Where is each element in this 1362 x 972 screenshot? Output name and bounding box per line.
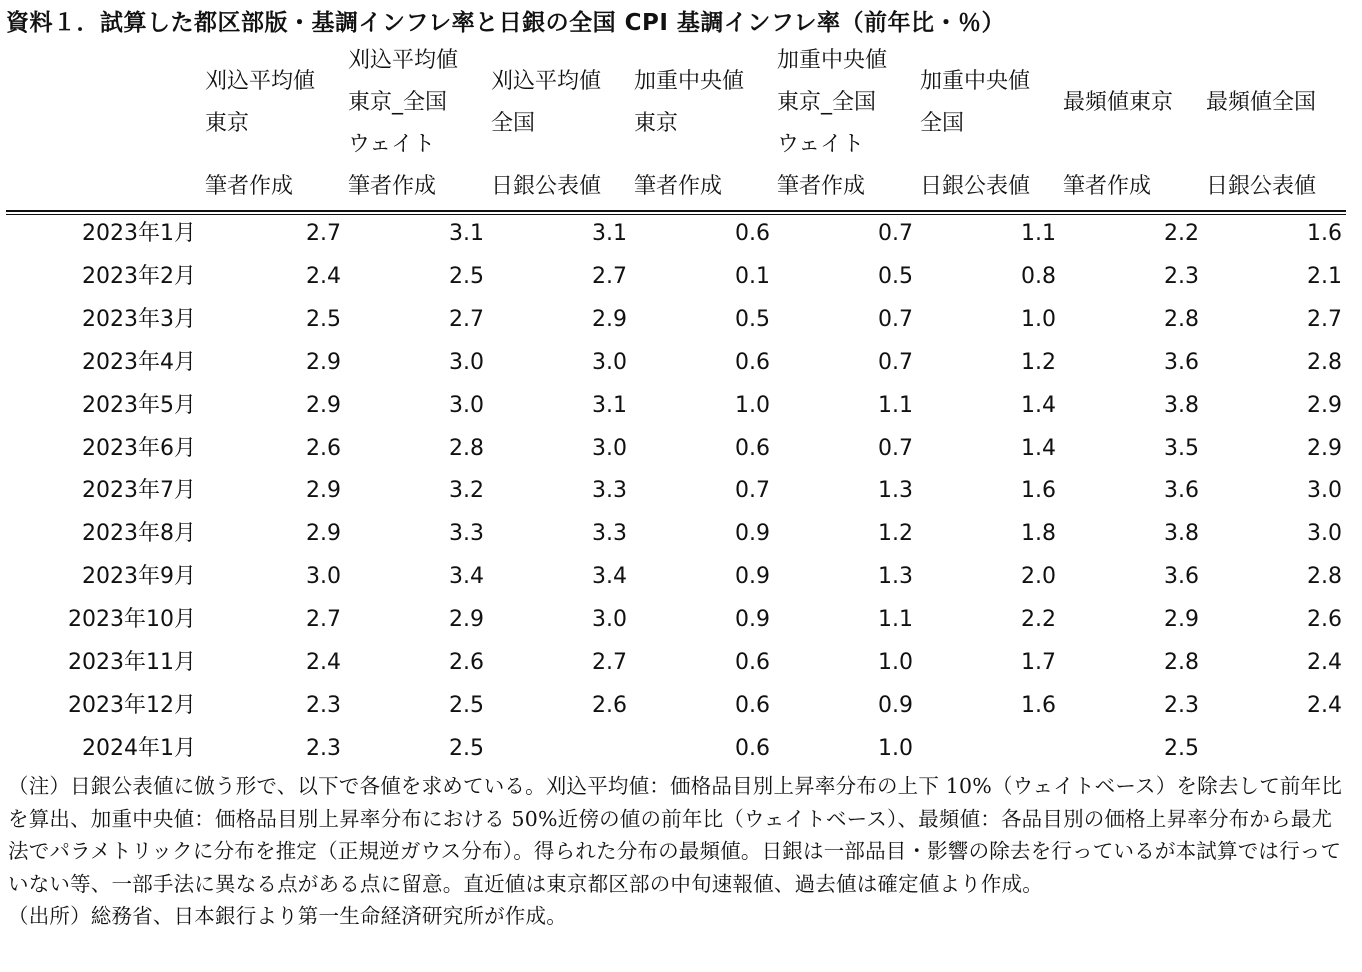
- column-header-line: 刈込平均値: [205, 69, 316, 94]
- table-cell: 2.7: [592, 263, 627, 289]
- table-cell: 3.6: [1164, 349, 1199, 375]
- table-cell: 0.6: [735, 435, 770, 461]
- row-date: 2023年5月: [82, 392, 196, 418]
- table-cell: 3.3: [592, 478, 627, 504]
- table-cell: 2.8: [1164, 650, 1199, 675]
- table-cell: 2.6: [306, 435, 341, 461]
- table-cell: 2.7: [592, 650, 627, 675]
- table-cell: 0.9: [735, 607, 770, 633]
- column-header-line: 全国: [491, 111, 536, 136]
- column-header-line: ウェイト: [777, 132, 865, 157]
- table-cell: 3.4: [449, 564, 484, 590]
- table-cell: 1.0: [735, 392, 770, 418]
- table-cell: 2.8: [1307, 564, 1342, 590]
- column-source: 日銀公表値: [1206, 174, 1317, 199]
- table-cell: 3.8: [1164, 392, 1199, 418]
- table-cell: 3.0: [592, 435, 627, 461]
- table-cell: 2.9: [592, 306, 627, 332]
- row-date: 2023年12月: [68, 692, 196, 718]
- table-cell: 1.6: [1021, 692, 1056, 718]
- column-header: [1063, 82, 1173, 124]
- column-header: [205, 61, 315, 145]
- column-source: 筆者作成: [1063, 174, 1152, 199]
- table-cell: 3.2: [449, 478, 484, 504]
- table-cell: 0.7: [735, 478, 770, 504]
- table-cell: 2.9: [306, 392, 341, 418]
- table-cell: 0.7: [878, 435, 913, 461]
- table-cell: 2.3: [306, 692, 341, 718]
- table-cell: 2.7: [306, 607, 341, 633]
- table-row: [0, 255, 1362, 298]
- table-cell: 2.3: [306, 735, 341, 761]
- table-cell: 0.9: [735, 564, 770, 590]
- table-cell: 1.3: [878, 478, 913, 504]
- table-cell: 3.6: [1164, 564, 1199, 590]
- row-date: 2023年10月: [68, 607, 196, 633]
- table-cell: 0.6: [735, 221, 770, 246]
- table-cell: 2.8: [1307, 349, 1342, 375]
- table-cell: 2.7: [1307, 306, 1342, 332]
- notes: [8, 770, 1348, 933]
- table-cell: 2.4: [1307, 650, 1342, 675]
- table-cell: 2.5: [1164, 735, 1199, 761]
- table-cell: 0.9: [878, 692, 913, 718]
- table-cell: 0.6: [735, 349, 770, 375]
- table-cell: 1.4: [1021, 392, 1056, 418]
- table-cell: 3.4: [592, 564, 627, 590]
- table-row: [0, 384, 1362, 427]
- table-cell: 2.2: [1164, 221, 1199, 246]
- table-cell: 3.3: [592, 521, 627, 547]
- table-row: [0, 727, 1362, 770]
- table-cell: 2.1: [1307, 263, 1342, 289]
- column-header-line: 東京: [634, 111, 679, 136]
- column-header-line: 加重中央値: [777, 48, 888, 73]
- table-cell: 2.2: [1021, 607, 1056, 633]
- row-date: 2023年8月: [82, 521, 196, 547]
- column-header: [634, 61, 744, 145]
- column-source: 日銀公表値: [491, 174, 602, 199]
- table-cell: 0.9: [735, 521, 770, 547]
- table-cell: 0.5: [735, 306, 770, 332]
- table-cell: 1.2: [878, 521, 913, 547]
- table-cell: 3.1: [449, 221, 484, 246]
- column-header-line: 全国: [920, 111, 965, 136]
- table-row: [0, 512, 1362, 555]
- table-cell: 2.5: [449, 263, 484, 289]
- table-cell: 0.7: [878, 349, 913, 375]
- column-source: 日銀公表値: [920, 174, 1031, 199]
- table-row: [0, 298, 1362, 341]
- table-cell: 1.7: [1021, 650, 1056, 675]
- table-row: [0, 598, 1362, 641]
- table-cell: 2.9: [1307, 392, 1342, 418]
- row-date: 2023年9月: [82, 564, 196, 590]
- table-row: [0, 555, 1362, 598]
- row-date: 2023年1月: [82, 221, 196, 246]
- table-cell: 3.0: [306, 564, 341, 590]
- table-cell: 1.1: [878, 607, 913, 633]
- table-cell: 2.9: [306, 478, 341, 504]
- table-cell: 2.6: [1307, 607, 1342, 633]
- table-cell: 1.3: [878, 564, 913, 590]
- column-header: [491, 61, 601, 145]
- table-cell: 2.7: [449, 306, 484, 332]
- table-cell: 1.0: [878, 735, 913, 761]
- table-row: [0, 212, 1362, 255]
- column-header-line: 東京_全国: [777, 90, 877, 115]
- table-cell: 0.7: [878, 306, 913, 332]
- table-cell: 3.1: [592, 221, 627, 246]
- column-source: 筆者作成: [634, 174, 723, 199]
- table-cell: 2.8: [449, 435, 484, 461]
- table-cell: 0.6: [735, 692, 770, 718]
- table-row: [0, 469, 1362, 512]
- table-cell: 1.1: [1021, 221, 1056, 246]
- column-source: 筆者作成: [777, 174, 866, 199]
- table-row: [0, 427, 1362, 470]
- table-cell: 2.0: [1021, 564, 1056, 590]
- row-date: 2023年3月: [82, 306, 196, 332]
- note-text: （注）日銀公表値に倣う形で、以下で各値を求めている。刈込平均値：価格品目別上昇率分布の上下 10%（ウェイトベース）を除去して前年比を算出、加重中央値：価格品目別上昇率分布における 50%近傍の値の前年比（ウェイトベース）、最頻値：各品目別の価格上昇率分布から最尤法でパラメトリックに分布を推定（正規逆ガウス分布）。得られた分布の最頻値。日銀は一部品目・影響の除去を行っているが本試算では行っていない等、一部手法に異なる点がある点に留意。直近値は東京都区部の中旬速報値、過去値は確定値より作成。: [8, 774, 1343, 896]
- table-cell: 0.1: [735, 263, 770, 289]
- column-header: [1206, 82, 1316, 124]
- table-cell: 3.0: [449, 392, 484, 418]
- column-header-line: 刈込平均値: [348, 48, 459, 73]
- table-cell: 3.5: [1164, 435, 1199, 461]
- table-cell: 0.7: [878, 221, 913, 246]
- table-cell: 2.9: [306, 349, 341, 375]
- table-cell: 1.0: [1021, 306, 1056, 332]
- table-cell: 2.8: [1164, 306, 1199, 332]
- table-cell: 0.6: [735, 735, 770, 761]
- table-cell: 1.6: [1021, 478, 1056, 504]
- column-header-line: 加重中央値: [920, 69, 1031, 94]
- table-cell: 2.9: [1307, 435, 1342, 461]
- table-cell: 2.9: [306, 521, 341, 547]
- table-cell: 2.5: [449, 692, 484, 718]
- column-header-line: 最頻値東京: [1063, 90, 1174, 115]
- table-cell: 3.3: [449, 521, 484, 547]
- column-source: 筆者作成: [348, 174, 437, 199]
- column-header-line: 最頻値全国: [1206, 90, 1317, 115]
- table-cell: 2.3: [1164, 263, 1199, 289]
- table-cell: 0.5: [878, 263, 913, 289]
- row-date: 2023年11月: [68, 650, 196, 675]
- table-cell: 1.1: [878, 392, 913, 418]
- table-cell: 3.0: [1307, 521, 1342, 547]
- table-cell: 1.8: [1021, 521, 1056, 547]
- table-cell: 1.4: [1021, 435, 1056, 461]
- table-cell: 2.5: [449, 735, 484, 761]
- row-date: 2023年7月: [82, 478, 196, 504]
- table-cell: 3.0: [1307, 478, 1342, 504]
- column-header: [777, 40, 887, 166]
- table-cell: 1.0: [878, 650, 913, 675]
- table-cell: 2.6: [449, 650, 484, 675]
- table-cell: 2.9: [449, 607, 484, 633]
- column-header-line: 東京_全国: [348, 90, 448, 115]
- table-cell: 2.4: [306, 650, 341, 675]
- table-cell: 3.0: [592, 349, 627, 375]
- row-date: 2023年6月: [82, 435, 196, 461]
- table-cell: 2.6: [592, 692, 627, 718]
- table-cell: 2.4: [306, 263, 341, 289]
- table-cell: 3.0: [592, 607, 627, 633]
- row-date: 2023年2月: [82, 263, 196, 289]
- table-row: [0, 641, 1362, 684]
- column-header: [920, 61, 1030, 145]
- table-cell: 2.4: [1307, 692, 1342, 718]
- table-cell: 2.9: [1164, 607, 1199, 633]
- table-cell: 0.8: [1021, 263, 1056, 289]
- table-row: [0, 684, 1362, 727]
- table-cell: 2.7: [306, 221, 341, 246]
- table-cell: 3.0: [449, 349, 484, 375]
- column-header-line: 東京: [205, 111, 250, 136]
- column-header-line: ウェイト: [348, 132, 436, 157]
- row-date: 2023年4月: [82, 349, 196, 375]
- table-cell: 2.3: [1164, 692, 1199, 718]
- column-header: [348, 40, 458, 166]
- table-row: [0, 341, 1362, 384]
- table-cell: 3.8: [1164, 521, 1199, 547]
- column-source: 筆者作成: [205, 174, 294, 199]
- column-header-line: 刈込平均値: [491, 69, 602, 94]
- table-cell: 1.2: [1021, 349, 1056, 375]
- column-header-line: 加重中央値: [634, 69, 745, 94]
- table-cell: 0.6: [735, 650, 770, 675]
- table-cell: 2.5: [306, 306, 341, 332]
- table-cell: 1.6: [1307, 221, 1342, 246]
- table-cell: 3.1: [592, 392, 627, 418]
- row-date: 2024年1月: [82, 735, 196, 761]
- source-text: （出所）総務省、日本銀行より第一生命経済研究所が作成。: [8, 904, 567, 928]
- table-cell: 3.6: [1164, 478, 1199, 504]
- table-title: 資料１．試算した都区部版・基調インフレ率と日銀の全国 CPI 基調インフレ率（前年比・％）: [6, 10, 1005, 36]
